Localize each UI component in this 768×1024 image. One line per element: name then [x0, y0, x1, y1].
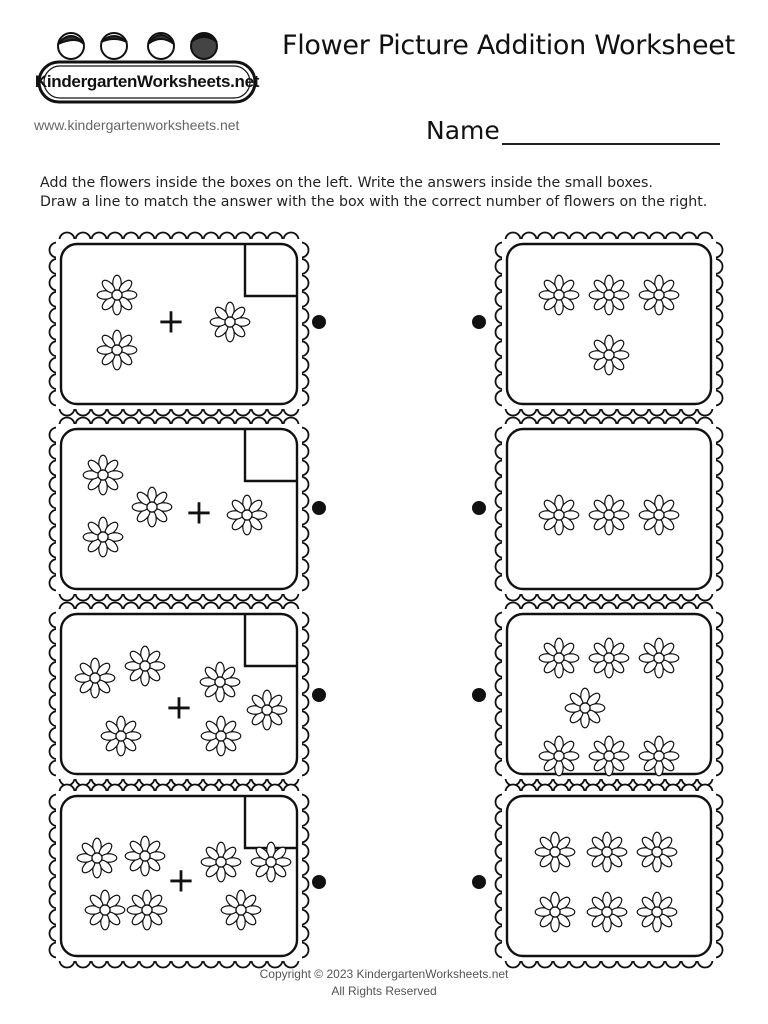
flower-icon	[201, 716, 241, 756]
site-url: www.kindergartenworksheets.net	[34, 117, 240, 133]
name-label: Name	[426, 116, 500, 145]
flower-icon	[125, 836, 165, 876]
flower-icon	[83, 517, 123, 557]
flower-icon	[101, 716, 141, 756]
plus-sign: +	[166, 860, 196, 901]
flower-icon	[637, 892, 677, 932]
plus-sign: +	[164, 687, 194, 728]
problem-box	[50, 233, 309, 416]
flower-icon	[83, 455, 123, 495]
match-dot-right[interactable]	[472, 875, 486, 889]
flower-icon	[132, 487, 172, 527]
flower-icon	[210, 302, 250, 342]
flower-icon	[639, 638, 679, 678]
flower-icon	[539, 275, 579, 315]
flower-icon	[85, 890, 125, 930]
flower-icon	[535, 832, 575, 872]
match-dot-right[interactable]	[472, 688, 486, 702]
flower-icon	[227, 495, 267, 535]
flower-icon	[539, 638, 579, 678]
instruction-line-1: Add the flowers inside the boxes on the left. Write the answers inside the small boxes.	[40, 175, 653, 191]
flower-icon	[97, 275, 137, 315]
flower-icon	[589, 736, 629, 776]
match-dot-left[interactable]	[312, 315, 326, 329]
answer-box	[496, 603, 723, 786]
flower-icon	[535, 892, 575, 932]
logo-text: KindergartenWorksheets.net	[34, 72, 260, 91]
answer-box	[496, 233, 723, 416]
match-dot-right[interactable]	[472, 315, 486, 329]
rights-line: All Rights Reserved	[331, 984, 437, 998]
flower-icon	[565, 688, 605, 728]
plus-sign: +	[184, 492, 214, 533]
match-dot-left[interactable]	[312, 875, 326, 889]
flower-icon	[539, 736, 579, 776]
flower-icon	[75, 658, 115, 698]
flower-icon	[247, 690, 287, 730]
flower-icon	[637, 832, 677, 872]
flower-icon	[200, 662, 240, 702]
problem-box	[50, 785, 309, 968]
flower-icon	[639, 736, 679, 776]
flower-icon	[251, 842, 291, 882]
flower-icon	[201, 842, 241, 882]
flower-icon	[539, 495, 579, 535]
plus-sign: +	[156, 301, 186, 342]
match-dot-right[interactable]	[472, 501, 486, 515]
flower-icon	[639, 275, 679, 315]
flower-icon	[77, 838, 117, 878]
flower-icon	[587, 832, 627, 872]
flower-icon	[589, 275, 629, 315]
flower-icon	[125, 646, 165, 686]
answer-box	[496, 785, 723, 968]
flower-icon	[587, 892, 627, 932]
flower-icon	[127, 890, 167, 930]
flower-icon	[589, 335, 629, 375]
copyright	[0, 966, 768, 1000]
copyright-line: Copyright © 2023 KindergartenWorksheets.net	[259, 967, 509, 981]
flower-icon	[589, 495, 629, 535]
worksheet-title: Flower Picture Addition Worksheet	[282, 30, 735, 61]
problem-box	[50, 418, 309, 601]
flower-icon	[221, 890, 261, 930]
instruction-line-2: Draw a line to match the answer with the box with the correct number of flowers on the right.	[40, 194, 708, 210]
problem-box	[50, 603, 309, 786]
flower-icon	[97, 330, 137, 370]
match-dot-left[interactable]	[312, 688, 326, 702]
flower-icon	[589, 638, 629, 678]
match-dot-left[interactable]	[312, 501, 326, 515]
answer-box	[496, 418, 723, 601]
flower-icon	[639, 495, 679, 535]
